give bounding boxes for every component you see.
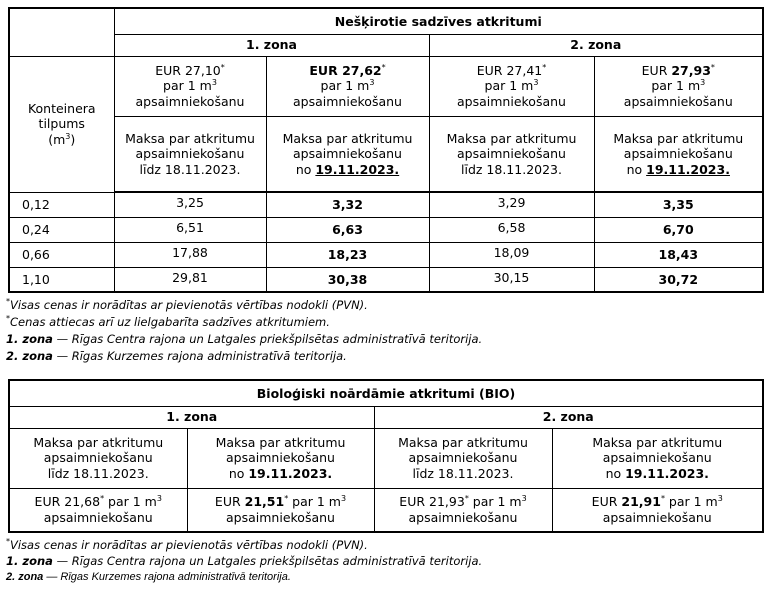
- fee-cell: 3,29: [429, 192, 594, 217]
- fee-cell: 30,15: [429, 267, 594, 292]
- table-row: [9, 192, 763, 217]
- fee-period-header: Maksa par atkritumu apsaimniekošanu no 19.11.2023.: [594, 116, 763, 192]
- fee-cell: 3,25: [114, 192, 266, 217]
- price-cell: EUR 27,93* par 1 $m^3$ apsaimniekošanu: [594, 56, 763, 116]
- fee-period-header: Maksa par atkritumu apsaimniekošanu līdz 18.11.2023.: [9, 428, 187, 488]
- fee-period-header: Maksa par atkritumu apsaimniekošanu līdz 18.11.2023.: [374, 428, 552, 488]
- zone-2-header: 2. zona: [374, 406, 763, 428]
- zone-1-header: 1. zona: [9, 406, 374, 428]
- fee-cell: 6,63: [266, 217, 429, 242]
- fee-period-header: Maksa par atkritumu apsaimniekošanu no 19.11.2023.: [552, 428, 763, 488]
- price-cell: EUR 27,41* par 1 $m^3$ apsaimniekošanu: [429, 56, 594, 116]
- bio-price-cell: EUR 21,68* par 1 $m^3$ apsaimniekošanu: [9, 488, 187, 532]
- bio-waste-price-table: [8, 379, 764, 533]
- table-title: Nešķirotie sadzīves atkritumi: [114, 8, 763, 34]
- fee-cell: 6,58: [429, 217, 594, 242]
- fee-cell: 18,09: [429, 242, 594, 267]
- fee-period-header: Maksa par atkritumu apsaimniekošanu no 19.11.2023.: [266, 116, 429, 192]
- fee-cell: 3,35: [594, 192, 763, 217]
- table-row: [9, 267, 763, 292]
- fee-cell: 30,38: [266, 267, 429, 292]
- table2-notes: *Visas cenas ir norādītas ar pievienotās vērtības nodokli (PVN). 1. zona — Rīgas Centra rajona un Latgales priekšpilsētas administratīvā teritorija. 2. zona — Rīgas Kurzemes rajona administratīvā teritorija.: [6, 537, 483, 583]
- fee-period-header: Maksa par atkritumu apsaimniekošanu līdz 18.11.2023.: [114, 116, 266, 192]
- fee-cell: 18,23: [266, 242, 429, 267]
- volume-cell: 0,24: [9, 217, 114, 242]
- fee-cell: 6,51: [114, 217, 266, 242]
- zone-2-header: 2. zona: [429, 34, 763, 56]
- bio-price-cell: EUR 21,93* par 1 $m^3$ apsaimniekošanu: [374, 488, 552, 532]
- volume-cell: 1,10: [9, 267, 114, 292]
- zone-1-header: 1. zona: [114, 34, 429, 56]
- price-cell: EUR 27,10* par 1 $m^3$ apsaimniekošanu: [114, 56, 266, 116]
- fee-period-header: Maksa par atkritumu apsaimniekošanu līdz 18.11.2023.: [429, 116, 594, 192]
- volume-cell: 0,66: [9, 242, 114, 267]
- price-cell: EUR 27,62* par 1 $m^3$ apsaimniekošanu: [266, 56, 429, 116]
- bio-price-cell: EUR 21,91* par 1 $m^3$ apsaimniekošanu: [552, 488, 763, 532]
- table1-notes: *Visas cenas ir norādītas ar pievienotās vērtības nodokli (PVN). *Cenas attiecas arī uz lielgabarīta sadzīves atkritumiem. 1. zona — Rīgas Centra rajona un Latgales priekšpilsētas administratīvā teritorija. 2. zona — Rīgas Kurzemes rajona administratīvā teritorija.: [6, 297, 483, 363]
- volume-cell: 0,12: [9, 192, 114, 217]
- table-title: Bioloģiski noārdāmie atkritumi (BIO): [9, 380, 763, 406]
- fee-cell: 17,88: [114, 242, 266, 267]
- fee-cell: 29,81: [114, 267, 266, 292]
- mixed-waste-price-table: [8, 7, 764, 293]
- bio-price-cell: EUR 21,51* par 1 $m^3$ apsaimniekošanu: [187, 488, 374, 532]
- fee-period-header: Maksa par atkritumu apsaimniekošanu no 19.11.2023.: [187, 428, 374, 488]
- fee-cell: 18,43: [594, 242, 763, 267]
- table-row: [9, 217, 763, 242]
- fee-cell: 30,72: [594, 267, 763, 292]
- fee-cell: 6,70: [594, 217, 763, 242]
- fee-cell: 3,32: [266, 192, 429, 217]
- table-row: [9, 242, 763, 267]
- container-volume-header: Konteinera tilpums $(m^3)$: [9, 56, 114, 192]
